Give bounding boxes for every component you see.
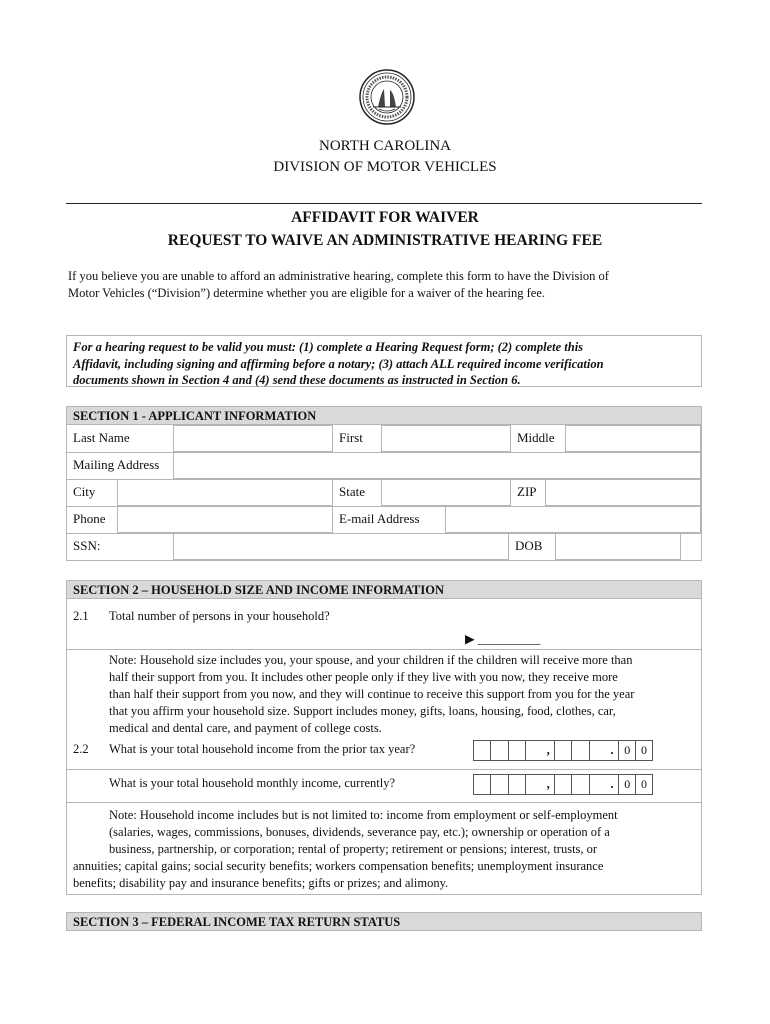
mailing-address-label: Mailing Address	[73, 457, 160, 472]
state-field[interactable]	[381, 479, 511, 506]
city-label: City	[73, 484, 96, 499]
form-subtitle: REQUEST TO WAIVE AN ADMINISTRATIVE HEARING FEE	[167, 232, 603, 249]
dob-field[interactable]	[555, 533, 681, 560]
household-size-field[interactable]: ▶ __________	[465, 632, 541, 646]
ssn-field[interactable]	[173, 533, 509, 560]
email-label: E-mail Address	[339, 511, 420, 526]
first-name-label: First	[339, 430, 363, 445]
section-2	[66, 580, 702, 895]
household-size-note: Note: Household size includes you, your spouse, and your children if the children will receive more than half their support from you. It includes other people only if they live with you now, they receive more than half their support from you now, and they will continue to receive this support from you for the year that you affirm your household size. Support includes money, gifts, loans, housing, food, clothes, car, medical and dental care, and payment of college costs.	[109, 653, 635, 735]
zip-label: ZIP	[517, 484, 537, 499]
q22-number: 2.2	[73, 742, 89, 756]
monthly-income-field[interactable]: , . 0 0	[473, 774, 653, 795]
agency-state: NORTH CAROLINA	[318, 138, 451, 154]
q21-number: 2.1	[73, 609, 89, 623]
q21-text: Total number of persons in your household?	[109, 609, 330, 623]
dob-label: DOB	[515, 538, 543, 553]
phone-label: Phone	[73, 511, 106, 526]
last-name-label: Last Name	[73, 430, 130, 445]
mailing-address-field[interactable]	[173, 452, 701, 479]
section-1	[66, 406, 702, 561]
middle-name-label: Middle	[517, 430, 555, 445]
nc-state-seal-icon	[359, 69, 415, 125]
section-2-heading: SECTION 2 – HOUSEHOLD SIZE AND INCOME INFORMATION	[66, 580, 702, 599]
city-field[interactable]	[117, 479, 333, 506]
prior-year-income-field[interactable]: , . 0 0	[473, 740, 653, 761]
email-field[interactable]	[445, 506, 701, 533]
section-3-heading: SECTION 3 – FEDERAL INCOME TAX RETURN STATUS	[66, 912, 702, 931]
last-name-field[interactable]	[173, 425, 333, 452]
household-income-note: Note: Household income includes but is not limited to: income from employment or self-employment (salaries, wages, commissions, bonuses, dividends, severance pay, etc.); ownership or operation of a business, partnership, or corporation; rental of property; retirement or pensions; interest, trusts, or annuities; capital gains; social security benefits; workers compensation benefits; unemployment insurance benefits; disability pay and insurance benefits; gifts or prizes; and alimony.	[73, 808, 618, 890]
state-label: State	[339, 484, 365, 499]
q22-text: What is your total household income from the prior tax year?	[109, 742, 416, 756]
zip-field[interactable]	[545, 479, 701, 506]
validity-notice: For a hearing request to be valid you must: (1) complete a Hearing Request form; (2) complete this Affidavit, including signing and affirming before a notary; (3) attach ALL required income verification documents shown in Section 4 and (4) send these documents as instructed in Section 6.	[66, 335, 702, 387]
first-name-field[interactable]	[381, 425, 511, 452]
section-1-heading: SECTION 1 - APPLICANT INFORMATION	[66, 406, 702, 425]
agency-division: DIVISION OF MOTOR VEHICLES	[273, 159, 497, 175]
form-title: AFFIDAVIT FOR WAIVER	[291, 209, 479, 226]
q23-text: What is your total household monthly income, currently?	[109, 776, 396, 790]
phone-field[interactable]	[117, 506, 333, 533]
middle-name-field[interactable]	[565, 425, 701, 452]
intro-text: If you believe you are unable to afford an administrative hearing, complete this form to have the Division of Motor Vehicles (“Division”) determine whether you are eligible for a waiver of the hearing fee.	[68, 269, 609, 300]
ssn-label: SSN:	[73, 538, 101, 553]
header-rule	[66, 203, 702, 204]
section-3	[66, 912, 702, 931]
